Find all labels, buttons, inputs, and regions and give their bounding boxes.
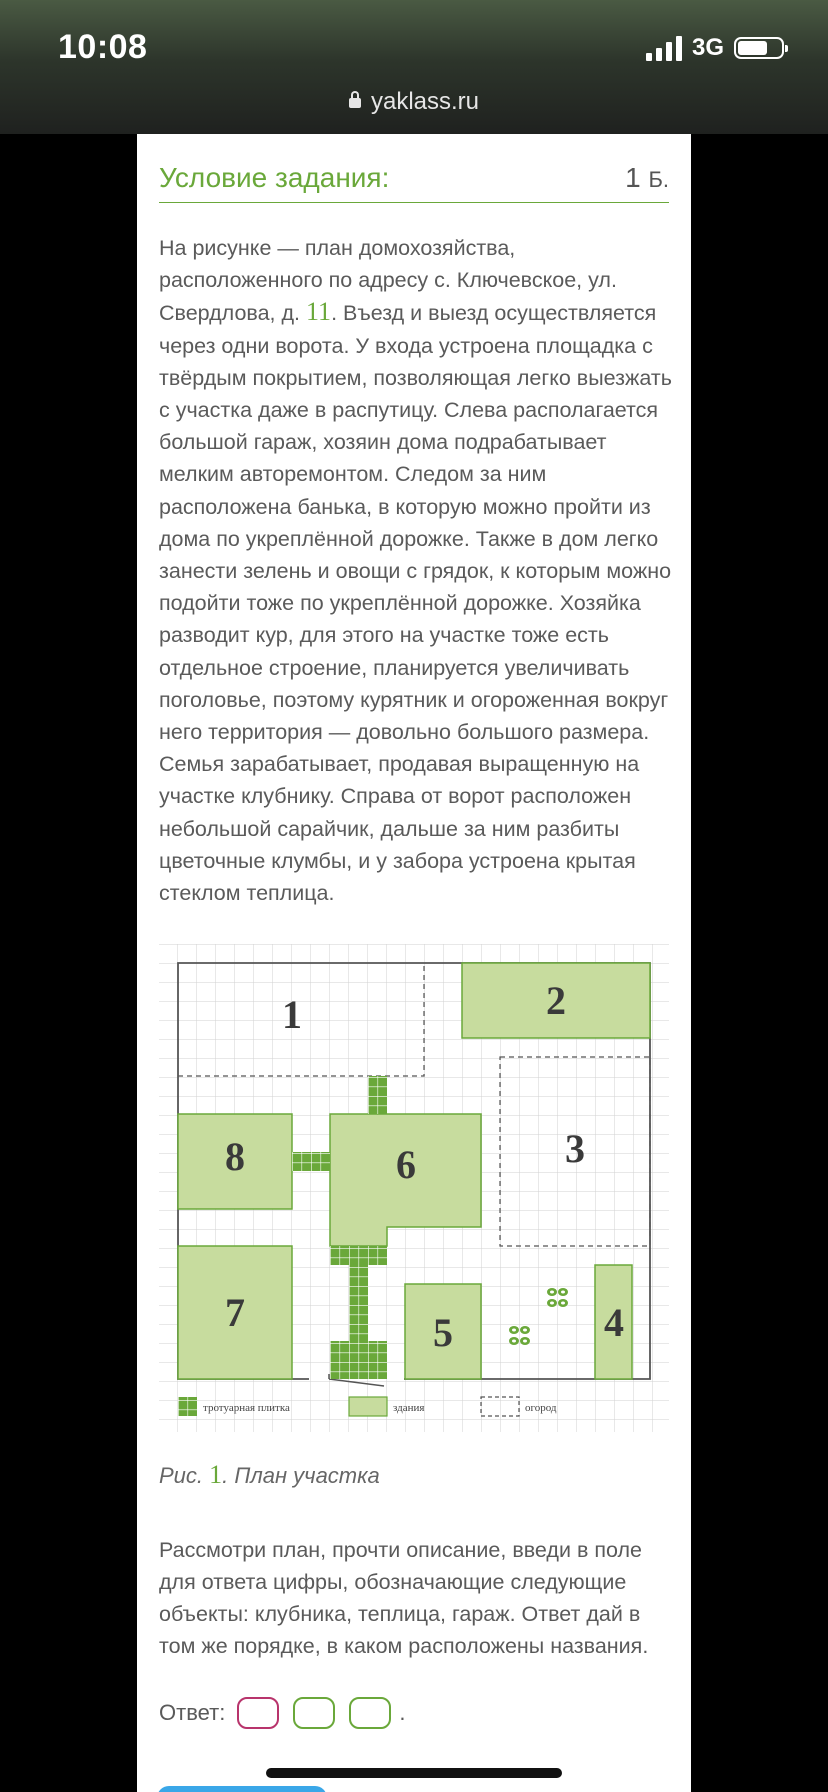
answer-input-2[interactable] (293, 1697, 335, 1729)
task-header (159, 162, 669, 203)
points-value: 1 (625, 162, 641, 193)
answer-input-1[interactable] (237, 1697, 279, 1729)
plan-label-2: 2 (546, 978, 566, 1023)
legend-tile-label: тротуарная плитка (203, 1402, 290, 1414)
caption-prefix: Рис. (159, 1463, 204, 1488)
answer-end: . (399, 1700, 406, 1725)
network-type: 3G (691, 34, 724, 61)
legend-building-label: здания (393, 1402, 425, 1414)
plan-label-4: 4 (604, 1300, 624, 1345)
legend-building-swatch (349, 1397, 387, 1416)
task-instruction: Рассмотри план, прочти описание, введи в поле для ответа цифры, обозначающие следующие объекты: клубника, теплица, гараж. Ответ дай в том же порядке, в каком расположены названия. (159, 1538, 649, 1658)
status-bar (0, 0, 828, 134)
signal-icon (646, 35, 682, 61)
caption-text: . План участка (222, 1463, 380, 1488)
home-indicator[interactable] (266, 1768, 562, 1778)
url-text: yaklass.ru (370, 88, 480, 115)
task-page (137, 134, 691, 1792)
description-part1: На рисунке — план домохозяйства, расположенного по адресу с. Ключевское, ул. Свердлова, д. (159, 236, 617, 326)
address-bar[interactable] (0, 88, 828, 116)
points-unit: Б. (648, 167, 669, 192)
task-description (159, 232, 674, 909)
task-points (625, 162, 669, 194)
description-part2: . Въезд и выезд осуществляется через одни ворота. У входа устроена площадка с твёрдым покрытием, позволяющая легко выезжать с участка даже в распутицу. Слева располагается большой гараж, хозяин дома подрабатывает мелким авторемонтом. Следом за ним расположена банька, в которую можно пройти из дома по укреплённой дорожке. Также в дом легко занести зелень и овощи с грядок, к которым можно подойти тоже по укреплённой дорожке. Хозяйка разводит кур, для этого на участке тоже есть отдельное строение, планируется увеличивать поголовье, поэтому курятник и огороженная вокруг него территория — довольно большого размера. Семья зарабатывает, продавая выращенную на участке клубнику. Справа от ворот расположен небольшой сарайчик, дальше за ним разбиты цветочные клумбы, и у забора устроена крытая стеклом теплица. (159, 301, 672, 906)
tile-path-vertical (349, 1265, 368, 1341)
legend-garden-label: огород (525, 1402, 557, 1414)
plan-label-6: 6 (396, 1142, 416, 1187)
answer-row (159, 1697, 405, 1729)
legend-tile-swatch (178, 1397, 197, 1416)
plan-label-3: 3 (565, 1126, 585, 1171)
tile-path-top (368, 1076, 387, 1114)
answer-input-3[interactable] (349, 1697, 391, 1729)
plan-label-8: 8 (225, 1134, 245, 1179)
status-indicators (646, 34, 784, 62)
lock-icon (349, 98, 361, 108)
tile-path-left (292, 1152, 330, 1171)
site-plan-figure (159, 944, 669, 1432)
submit-button[interactable] (157, 1786, 327, 1792)
house-number: 11 (306, 297, 332, 327)
figure-caption (159, 1460, 380, 1490)
battery-icon (734, 37, 784, 59)
tile-path-under6 (330, 1246, 387, 1265)
tile-entrance-area (330, 1341, 387, 1379)
plan-label-5: 5 (433, 1310, 453, 1355)
status-time: 10:08 (58, 28, 148, 66)
plan-label-1: 1 (282, 992, 302, 1037)
answer-label: Ответ: (159, 1700, 226, 1725)
task-title: Условие задания: (159, 162, 390, 193)
caption-number: 1 (209, 1460, 223, 1489)
plan-label-7: 7 (225, 1290, 245, 1335)
